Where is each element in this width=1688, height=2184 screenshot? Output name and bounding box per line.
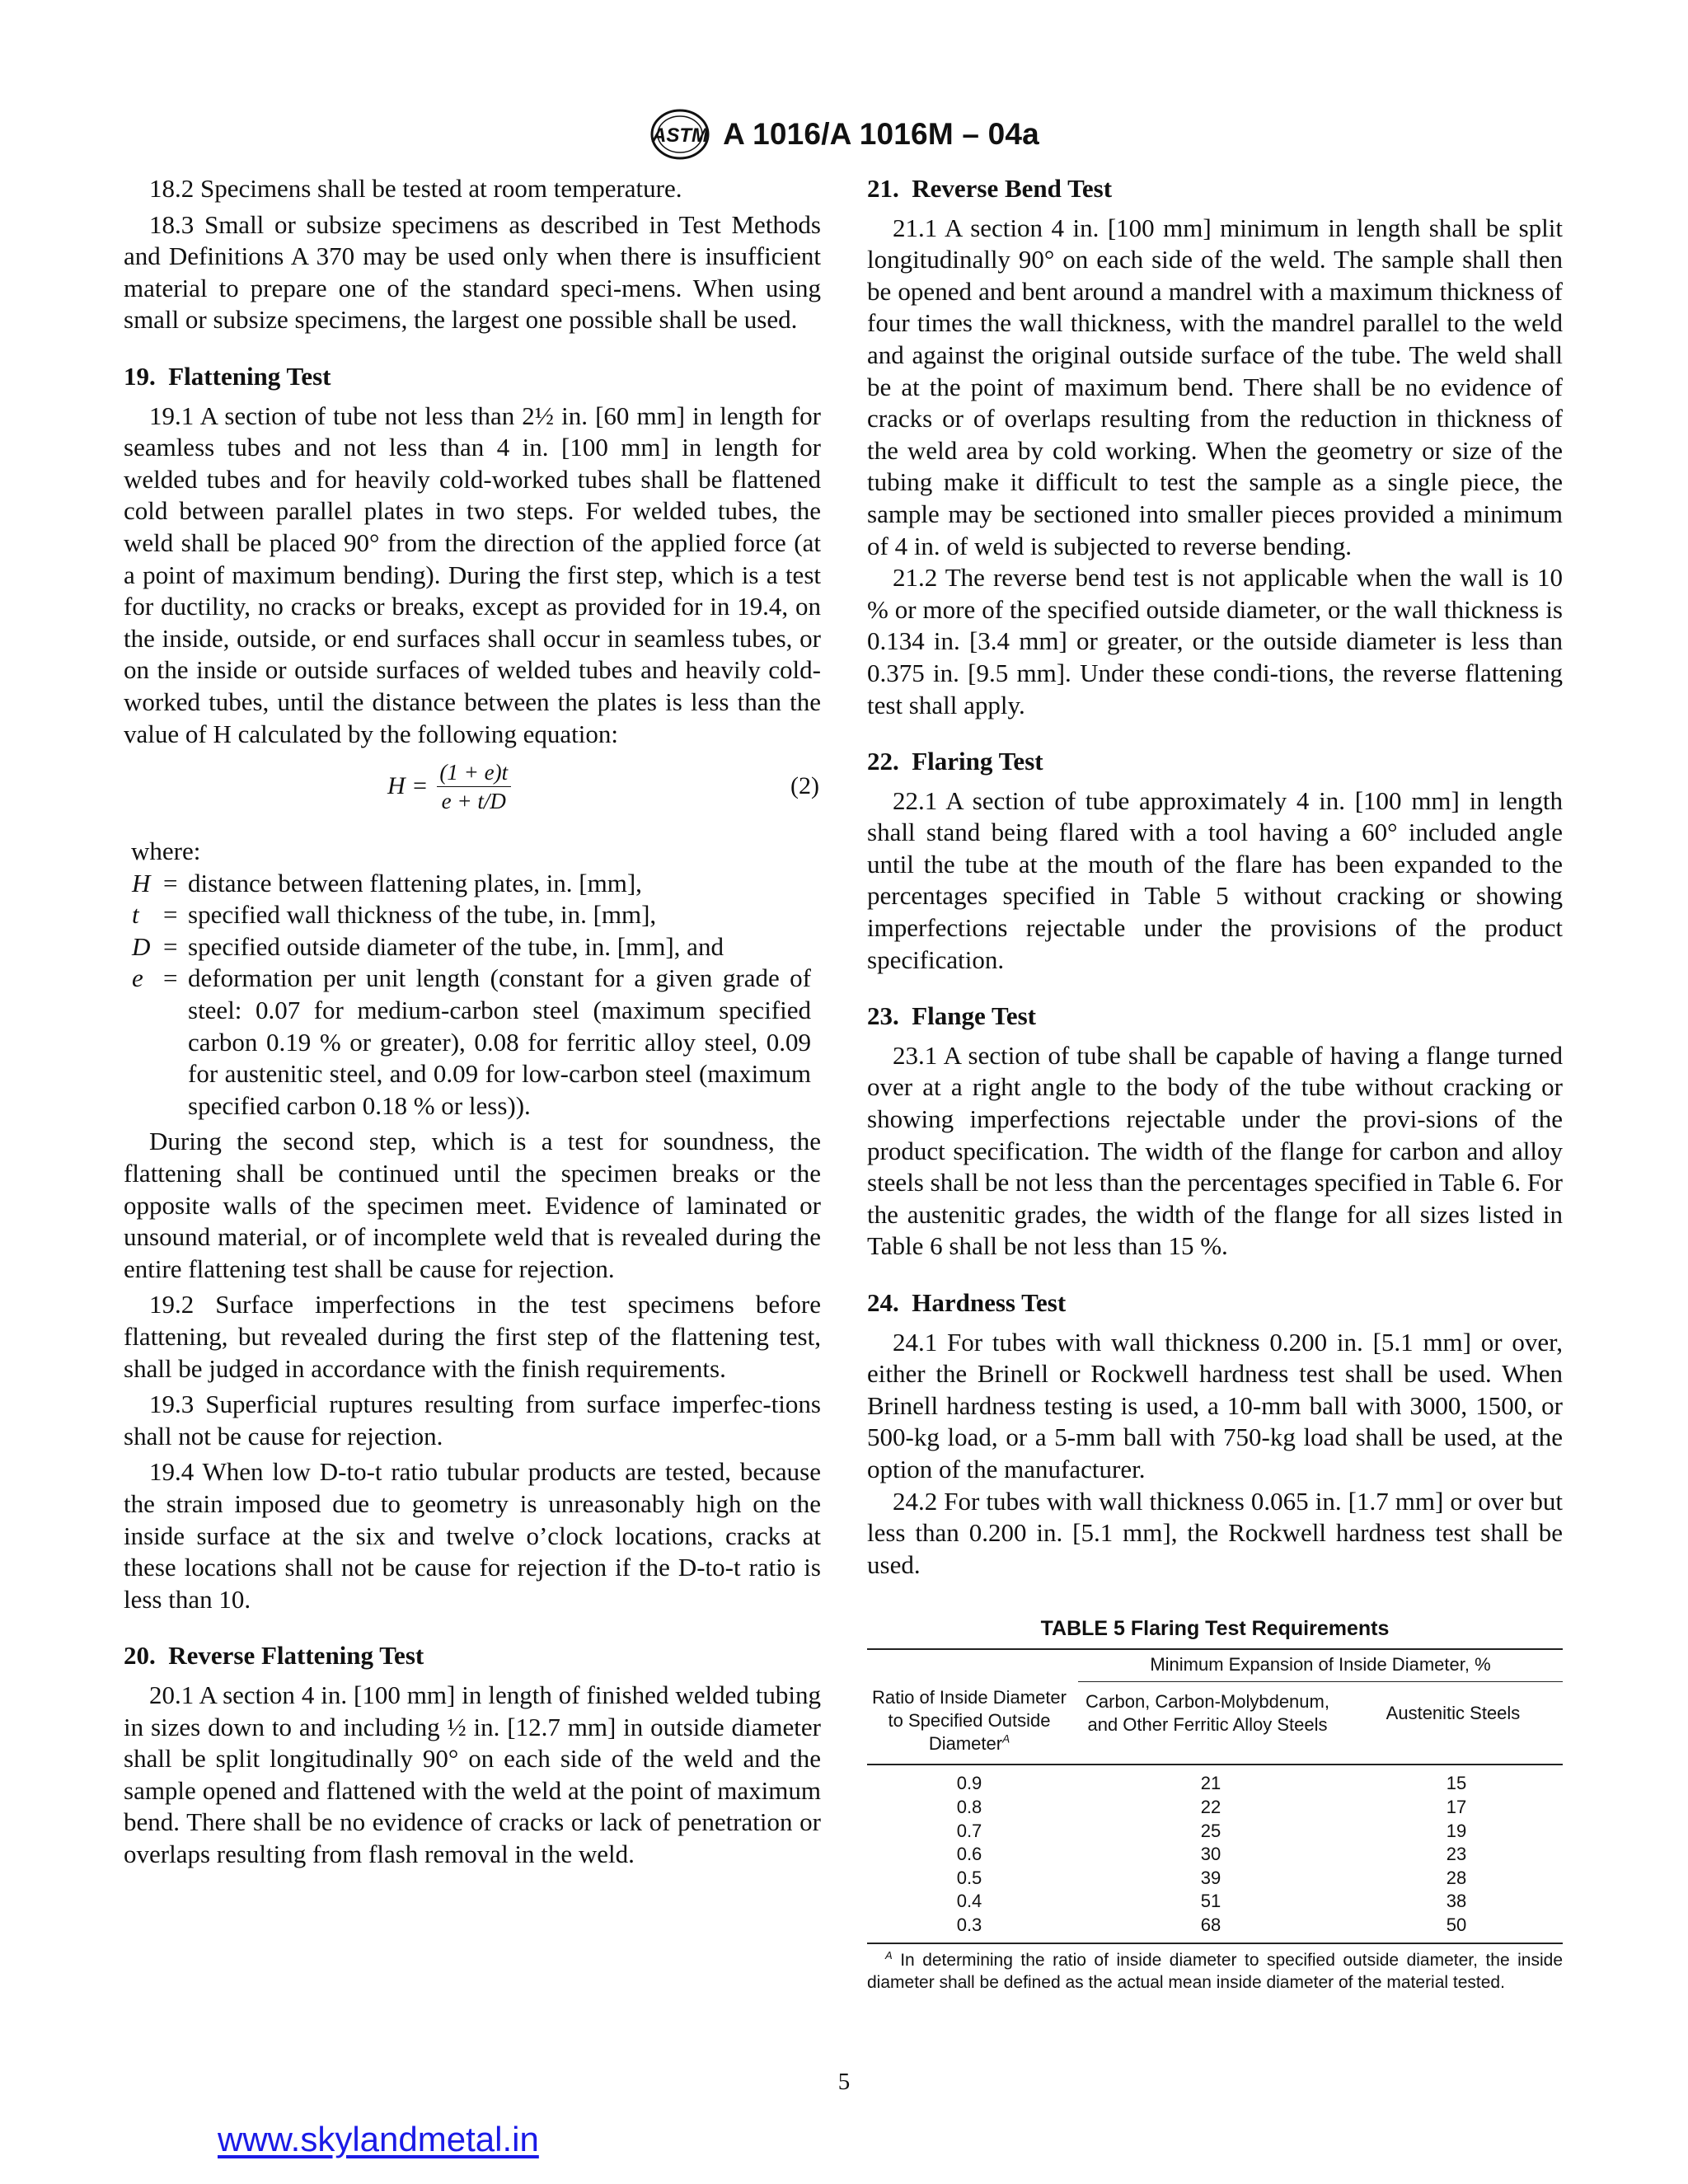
cell-ratio: 0.7 (956, 1820, 982, 1841)
variable-symbol: t (132, 900, 139, 930)
para-21-1: 21.1 A section 4 in. [100 mm] minimum in length shall be split longitudinally 90° on each side of the weld. The sample shall then be opened and bent around a mandrel with a maximum thickness of four times the wall thickness, with the mandrel parallel to the weld and against the original outside surface of the tube. The weld shall be at the point of maximum bend. There shall be no evidence of cracks or of overlaps resulting from the reduction in thickness of the weld area by cold working. When the geometry or size of the tubing make it difficult to test the sample as a single piece, the sample may be sectioned into smaller pieces provided a minimum of 4 in. of weld is subjected to reverse bending. (867, 213, 1563, 560)
section-20-title: 20. Reverse Flattening Test (124, 1641, 424, 1671)
variable-row-h (124, 868, 821, 900)
cell-ferritic: 25 (1200, 1820, 1221, 1841)
variable-definition: deformation per unit length (constant for a given grade of steel: 0.07 for medium-carbon steel (maximum specified carbon 0.19 % or greater), 0.08 for ferritic alloy steel, 0.09 for austenitic steel, and 0.09 for low-carbon steel (maximum specified carbon 0.18 % or less)). (188, 963, 811, 1120)
cell-ferritic: 68 (1200, 1914, 1221, 1935)
cell-ratio: 0.3 (956, 1914, 982, 1935)
para-18-2: 18.2 Specimens shall be tested at room temperature. (149, 174, 682, 203)
where-label: where: (131, 837, 201, 866)
cell-ratio: 0.4 (956, 1891, 982, 1912)
equation-denominator: e + t/D (437, 786, 511, 815)
cell-ferritic: 51 (1200, 1891, 1221, 1912)
cell-ferritic: 21 (1200, 1773, 1221, 1794)
para-19-4: 19.4 When low D-to-t ratio tubular products are tested, because the strain imposed due to geometry is unreasonably high on the inside surface at the six and twelve o’clock locations, cracks at these locations shall not be cause for rejection if the D-to-t ratio is less than 10. (124, 1457, 821, 1614)
header-ferritic: Carbon, Carbon-Molybdenum, and Other Ferritic Alloy Steels (1085, 1691, 1329, 1736)
variable-symbol: e (132, 963, 143, 993)
page-header (0, 105, 1688, 163)
para-20-1: 20.1 A section 4 in. [100 mm] in length of finished welded tubing in sizes down to and including ½ in. [12.7 mm] in outside diameter shall be split longitudinally 90° on each side of the weld and the sample opened and flattened with the weld at the point of maximum bend. There shall be no evidence of cracks or lack of penetration or overlaps resulting from flash removal in the weld. (124, 1680, 821, 1868)
cell-ferritic: 39 (1200, 1867, 1221, 1888)
section-21-title: 21. Reverse Bend Test (867, 174, 1113, 203)
para-18-3: 18.3 Small or subsize specimens as described in Test Methods and Definitions A 370 may be used only when there is insufficient material to prepare one of the standard speci-mens. When using small or subsize specimens, the largest one possible shall be used. (124, 209, 821, 335)
document-designation: A 1016/A 1016M – 04a (723, 117, 1039, 151)
page-number: 5 (837, 2069, 851, 2095)
equation-numerator: (1 + e)t (439, 759, 509, 785)
cell-austenitic: 50 (1446, 1914, 1467, 1935)
cell-ratio: 0.6 (956, 1844, 982, 1865)
para-22-1: 22.1 A section of tube approximately 4 in. [100 mm] in length shall stand being flared with a tool having a 60° included angle until the tube at the mouth of the flare has been expanded to the percentages specified in Table 5 without cracking or showing imperfections rejectable under the provisions of the product specification. (867, 785, 1563, 974)
variable-symbol: D (132, 931, 151, 961)
right-column (867, 173, 1563, 1994)
footnote-text: In determining the ratio of inside diameter to specified outside diameter, the inside diameter shall be defined as the actual mean inside diameter of the material tested. (867, 1950, 1563, 1992)
variable-row-e (124, 963, 821, 1122)
website-link[interactable]: www.skylandmetal.in (218, 2120, 539, 2158)
header-austenitic: Austenitic Steels (1386, 1703, 1521, 1724)
logo-text: ASTM (652, 124, 709, 147)
cell-ratio: 0.9 (956, 1773, 982, 1794)
para-19-3: 19.3 Superficial ruptures resulting from surface imperfec-tions shall not be cause for rejection. (124, 1390, 821, 1451)
cell-ratio: 0.8 (956, 1796, 982, 1817)
variable-list (124, 868, 821, 1122)
cell-ratio: 0.5 (956, 1867, 982, 1888)
cell-austenitic: 28 (1446, 1867, 1467, 1888)
cell-ferritic: 30 (1200, 1844, 1221, 1865)
variable-equals: = (163, 900, 178, 930)
table-5 (867, 1614, 1563, 1993)
header-ratio: Ratio of Inside Diameter to Specified Outside Diameter$^A$ (872, 1687, 1067, 1755)
table-header (867, 1650, 1563, 1764)
section-19-title: 19. Flattening Test (124, 361, 331, 391)
section-22-title: 22. Flaring Test (867, 747, 1043, 776)
variable-definition: specified outside diameter of the tube, in. [mm], and (188, 931, 724, 961)
para-21-2: 21.2 The reverse bend test is not applicable when the wall is 10 % or more of the specified outside diameter, or the wall thickness is 0.134 in. [3.4 mm] or greater, or the outside diameter is less than 0.375 in. [9.5 mm]. Under these condi-tions, the reverse flattening test shall apply. (867, 563, 1563, 719)
para-19-1: 19.1 A section of tube not less than 2½ in. [60 mm] in length for seamless tubes and not less than 4 in. [100 mm] in length for welded tubes and for heavily cold-worked tubes shall be flattened cold between parallel plates in two steps. For welded tubes, the weld shall be placed 90° from the direction of the applied force (at a point of maximum bending). During the first step, which is a test for ductility, no cracks or breaks, except as provided for in 19.4, on the inside, outside, or end surfaces shall occur in seamless tubes, or on the inside or outside surfaces of welded tubes and heavily cold-worked tubes, until the distance between the plates is less than the value of H calculated by the following equation: (124, 401, 821, 748)
table-row (867, 1914, 1563, 1938)
cell-ferritic: 22 (1200, 1796, 1221, 1817)
equation-2 (124, 755, 821, 818)
para-24-2: 24.2 For tubes with wall thickness 0.065 in. [1.7 mm] or over but less than 0.200 in. [5.1 mm], the Rockwell hardness test shall be used. (867, 1486, 1563, 1579)
variable-equals: = (163, 931, 178, 961)
para-19-2: 19.2 Surface imperfections in the test specimens before flattening, but revealed during the first step of the flattening test, shall be judged in accordance with the finish requirements. (124, 1290, 821, 1383)
table-row (867, 1772, 1563, 1796)
variable-row-t (124, 899, 821, 931)
astm-logo-icon (649, 107, 711, 162)
table-row (867, 1820, 1563, 1844)
table-title: TABLE 5 Flaring Test Requirements (1040, 1617, 1390, 1641)
section-23-title: 23. Flange Test (867, 1001, 1036, 1031)
section-24-title: 24. Hardness Test (867, 1288, 1067, 1317)
cell-austenitic: 23 (1446, 1844, 1467, 1865)
variable-symbol: H (132, 868, 151, 898)
equation-fraction (434, 758, 513, 815)
equation-lhs: H = (387, 771, 429, 799)
cell-austenitic: 38 (1446, 1891, 1467, 1912)
para-19-1-continued: During the second step, which is a test for soundness, the flattening shall be continued until the specimen breaks or the opposite walls of the specimen meet. Evidence of laminated or unsound material, or of incomplete weld that is revealed during the entire flattening test shall be cause for rejection. (124, 1127, 821, 1283)
table-row (867, 1796, 1563, 1820)
variable-row-d (124, 931, 821, 963)
cell-austenitic: 15 (1446, 1773, 1467, 1794)
header-min-expansion: Minimum Expansion of Inside Diameter, % (1078, 1650, 1563, 1682)
footnote-mark-a: A (1002, 1733, 1010, 1746)
equation-number: (2) (790, 772, 819, 800)
table-row (867, 1843, 1563, 1867)
variable-equals: = (163, 963, 178, 993)
variable-definition: distance between flattening plates, in. [mm], (188, 868, 642, 898)
variable-equals: = (163, 868, 178, 898)
cell-austenitic: 19 (1446, 1820, 1467, 1841)
table-row (867, 1867, 1563, 1891)
variable-definition: specified wall thickness of the tube, in. [mm], (188, 900, 657, 930)
table-body (867, 1765, 1563, 1942)
table-footnote (867, 1949, 1563, 1994)
para-23-1: 23.1 A section of tube shall be capable of having a flange turned over at a right angle to the body of the tube without cracking or showing imperfections rejectable under the provi-sions of the product specification. The width of the flange for carbon and alloy steels shall be not less than the percentages specified in Table 6. For the austenitic grades, the width of the flange for all sizes listed in Table 6 shall be not less than 15 %. (867, 1040, 1563, 1261)
para-24-1: 24.1 For tubes with wall thickness 0.200 in. [5.1 mm] or over, either the Brinell or Rockwell hardness test shall be used. When Brinell hardness testing is used, a 10-mm ball with 3000, 1500, or 500-kg load, or a 5-mm ball with 750-kg load shall be used, at the option of the manufacturer. (867, 1327, 1563, 1483)
footnote-mark: A (885, 1948, 893, 1961)
cell-austenitic: 17 (1446, 1796, 1467, 1817)
left-column (124, 173, 821, 1871)
header-group (1071, 1650, 1563, 1764)
table-row (867, 1890, 1563, 1914)
